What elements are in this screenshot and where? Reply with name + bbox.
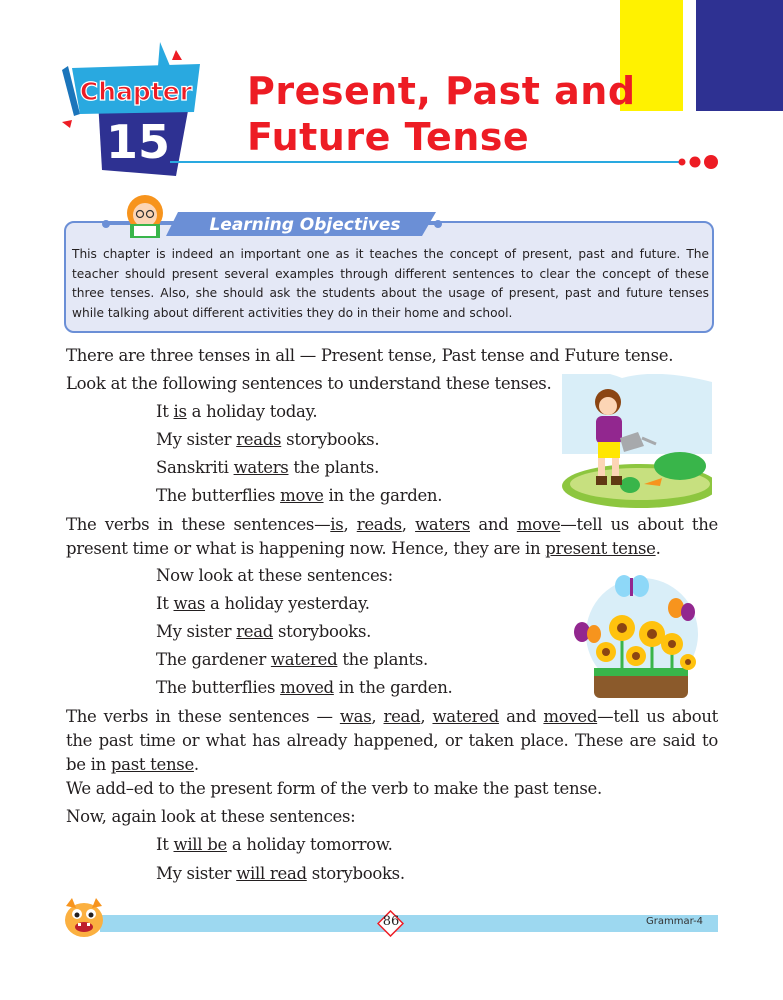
chapter-title-line2: Future Tense: [247, 115, 530, 159]
past-example-3: The gardener watered the plants.: [156, 650, 428, 669]
page-number: 86: [382, 914, 400, 929]
future-example-2: My sister will read storybooks.: [156, 864, 405, 883]
present-example-1: It is a holiday today.: [156, 402, 318, 421]
sunflower-butterflies-illustration: [572, 568, 702, 702]
chapter-label: Chapter: [79, 77, 193, 106]
present-explanation-paragraph: The verbs in these sentences—is, reads, waters and move—tell us about the present time or what is happening now. Hence, they are in present tense.: [66, 515, 718, 558]
objectives-heading: Learning Objectives: [209, 215, 401, 235]
past-intro: Now look at these sentences:: [156, 566, 393, 585]
ed-rule-paragraph: We add–ed to the present form of the verb to make the past tense.: [66, 779, 602, 798]
past-example-4: The butterflies moved in the garden.: [156, 678, 453, 697]
chapter-title-line1: Present, Past and: [247, 69, 636, 113]
future-intro: Now, again look at these sentences:: [66, 807, 356, 826]
objectives-text: This chapter is indeed an important one as it teaches the concept of present, past and future. The teacher should present several examples through different sentences to clear the concept of these three tenses. Also, she should ask the students about the usage of present, past and future tenses while talking about different activities they do in their home and school.: [72, 247, 709, 320]
present-example-3: Sanskriti waters the plants.: [156, 458, 380, 477]
rule-dots: [676, 153, 722, 171]
past-example-2: My sister read storybooks.: [156, 622, 372, 641]
chapter-number: 15: [105, 115, 171, 169]
mascot-icon: [60, 896, 108, 940]
reading-girl-icon: [120, 190, 170, 240]
chapter-title: [247, 68, 636, 160]
navy-corner-block: [696, 0, 783, 111]
girl-watering-plants-illustration: [562, 374, 712, 510]
present-example-4: The butterflies move in the garden.: [156, 486, 443, 505]
present-example-2: My sister reads storybooks.: [156, 430, 380, 449]
footer-bar: [100, 915, 718, 932]
future-example-1: It will be a holiday tomorrow.: [156, 835, 393, 854]
chapter-badge: [58, 38, 218, 186]
book-label: Grammar-4: [646, 916, 704, 927]
intro-paragraph: There are three tenses in all — Present tense, Past tense and Future tense.: [66, 346, 674, 365]
past-explanation-paragraph: The verbs in these sentences — was, read, watered and moved—tell us about the past time or what has already happened, or taken place. These are said to be in past tense.: [66, 707, 718, 774]
title-rule: [170, 161, 682, 163]
instruction-paragraph: Look at the following sentences to understand these tenses.: [66, 374, 552, 393]
past-example-1: It was a holiday yesterday.: [156, 594, 370, 613]
